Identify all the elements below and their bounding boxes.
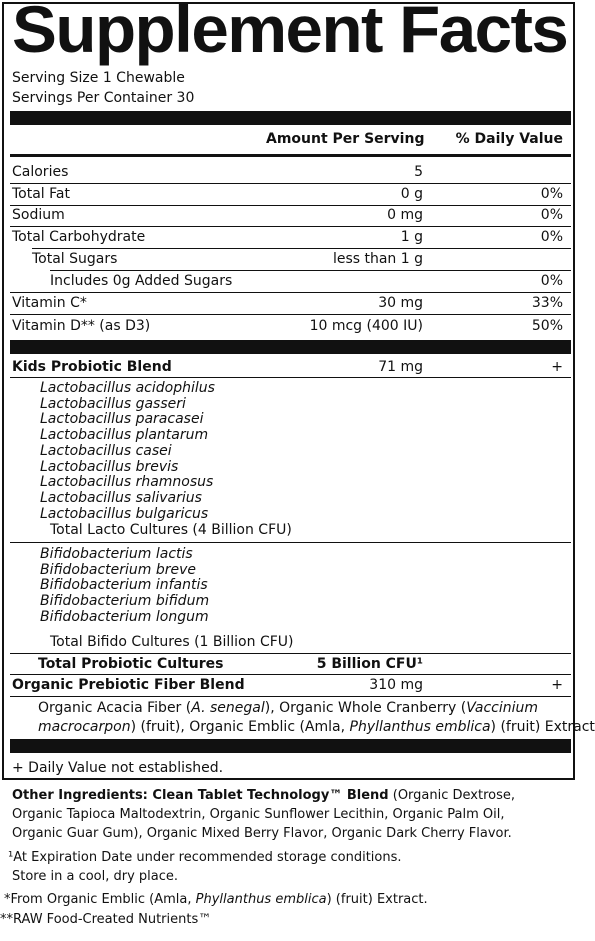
panel-title: Supplement Facts <box>12 0 568 66</box>
nutrient-name: Sodium <box>12 207 65 223</box>
bifido-rule <box>10 653 571 654</box>
prebiotic-blend-dv: + <box>551 677 563 693</box>
probiotic-blend-name: Kids Probiotic Blend <box>12 359 172 375</box>
probiotic-rule <box>10 377 571 378</box>
probiotic-blend-dv: + <box>551 359 563 375</box>
nutrient-dv: 0% <box>540 207 563 223</box>
dv-header: % Daily Value <box>455 131 563 147</box>
strain-item: Bifidobacterium lactis <box>40 546 193 562</box>
amount-header: Amount Per Serving <box>266 131 425 147</box>
nutrient-dv: 50% <box>531 318 563 334</box>
expiration-note: ¹At Expiration Date under recommended storage conditions. <box>8 850 402 865</box>
nutrient-amount: 30 mg <box>378 295 423 311</box>
strain-item: Bifidobacterium breve <box>40 561 197 578</box>
nutrient-rule <box>10 314 571 315</box>
emblic-footnote: *From Organic Emblic (Amla, Phyllanthus emblica) (fruit) Extract. <box>4 892 428 907</box>
prebiotic-blend-amount: 310 mg <box>369 677 423 693</box>
nutrient-amount: less than 1 g <box>332 251 423 267</box>
strain-item: Lactobacillus gasseri <box>40 395 186 412</box>
nutrient-rule <box>10 226 571 227</box>
nutrient-name: Vitamin C* <box>12 295 87 311</box>
nutrient-name: Includes 0g Added Sugars <box>50 273 233 289</box>
bottom-thick-bar <box>10 739 571 753</box>
strain-item: Bifidobacterium infantis <box>40 577 208 594</box>
mid-thick-bar <box>10 340 571 354</box>
nutrient-name: Total Carbohydrate <box>12 229 146 245</box>
total-probiotic-amount: 5 Billion CFU¹ <box>316 656 423 672</box>
lacto-rule <box>10 542 571 543</box>
nutrient-rule <box>10 205 571 206</box>
strain-item: Lactobacillus rhamnosus <box>40 474 214 491</box>
prebiotic-description-line2: macrocarpon) (fruit), Organic Emblic (Amla, Phyllanthus emblica) (fruit) Extract <box>38 719 595 735</box>
nutrient-name: Calories <box>12 164 69 180</box>
prebiotic-description-line1: Organic Acacia Fiber (A. senegal), Organic Whole Cranberry (Vaccinium <box>38 700 539 716</box>
strain-item: Lactobacillus bulgaricus <box>40 505 209 522</box>
nutrient-dv: 0% <box>540 273 563 289</box>
nutrient-rule <box>50 270 571 271</box>
prebiotic-rule <box>10 696 571 697</box>
nutrient-amount: 1 g <box>400 229 423 245</box>
serving-size: Serving Size 1 Chewable <box>12 70 185 86</box>
nutrient-rule <box>10 292 571 293</box>
bifido-total: Total Bifido Cultures (1 Billion CFU) <box>50 634 294 650</box>
nutrient-rule <box>10 183 571 184</box>
nutrient-amount: 0 mg <box>387 207 423 223</box>
header-rule <box>10 154 571 157</box>
storage-note: Store in a cool, dry place. <box>12 869 179 884</box>
nutrient-name: Vitamin D** (as D3) <box>12 318 151 334</box>
daily-value-footnote: + Daily Value not established. <box>12 760 224 776</box>
strain-item: Lactobacillus brevis <box>40 458 179 475</box>
raw-footnote: **RAW Food-Created Nutrients™ <box>0 912 212 927</box>
supplement-facts-panel <box>2 0 595 780</box>
total-rule <box>10 674 571 675</box>
prebiotic-blend-name: Organic Prebiotic Fiber Blend <box>12 677 245 693</box>
strain-item: Bifidobacterium bifidum <box>40 593 210 610</box>
strain-item: Bifidobacterium longum <box>40 608 209 625</box>
strain-item: Lactobacillus acidophilus <box>40 380 215 396</box>
nutrient-dv: 0% <box>540 186 563 202</box>
strain-item: Lactobacillus casei <box>40 442 172 459</box>
other-ingredients-line3: Organic Guar Gum), Organic Mixed Berry Flavor, Organic Dark Cherry Flavor. <box>12 826 512 841</box>
nutrient-dv: 33% <box>531 295 563 311</box>
nutrient-amount: 10 mcg (400 IU) <box>309 318 423 334</box>
nutrient-name: Total Fat <box>12 186 70 202</box>
strain-item: Lactobacillus plantarum <box>40 427 209 444</box>
lacto-total: Total Lacto Cultures (4 Billion CFU) <box>50 522 292 538</box>
top-thick-bar <box>10 111 571 125</box>
strain-item: Lactobacillus paracasei <box>40 411 204 428</box>
total-probiotic-label: Total Probiotic Cultures <box>38 656 224 672</box>
servings-per-container: Servings Per Container 30 <box>12 90 195 106</box>
other-ingredients-line2: Organic Tapioca Maltodextrin, Organic Sunflower Lecithin, Organic Palm Oil, <box>12 807 505 822</box>
other-ingredients-line1: Other Ingredients: Clean Tablet Technology™ Blend (Organic Dextrose, <box>12 788 515 803</box>
strain-item: Lactobacillus salivarius <box>40 489 202 506</box>
nutrient-name: Total Sugars <box>32 251 118 267</box>
nutrient-amount: 5 <box>414 164 423 180</box>
probiotic-blend-amount: 71 mg <box>378 359 423 375</box>
nutrient-rule <box>32 248 571 249</box>
nutrient-amount: 0 g <box>400 186 423 202</box>
nutrient-dv: 0% <box>540 229 563 245</box>
